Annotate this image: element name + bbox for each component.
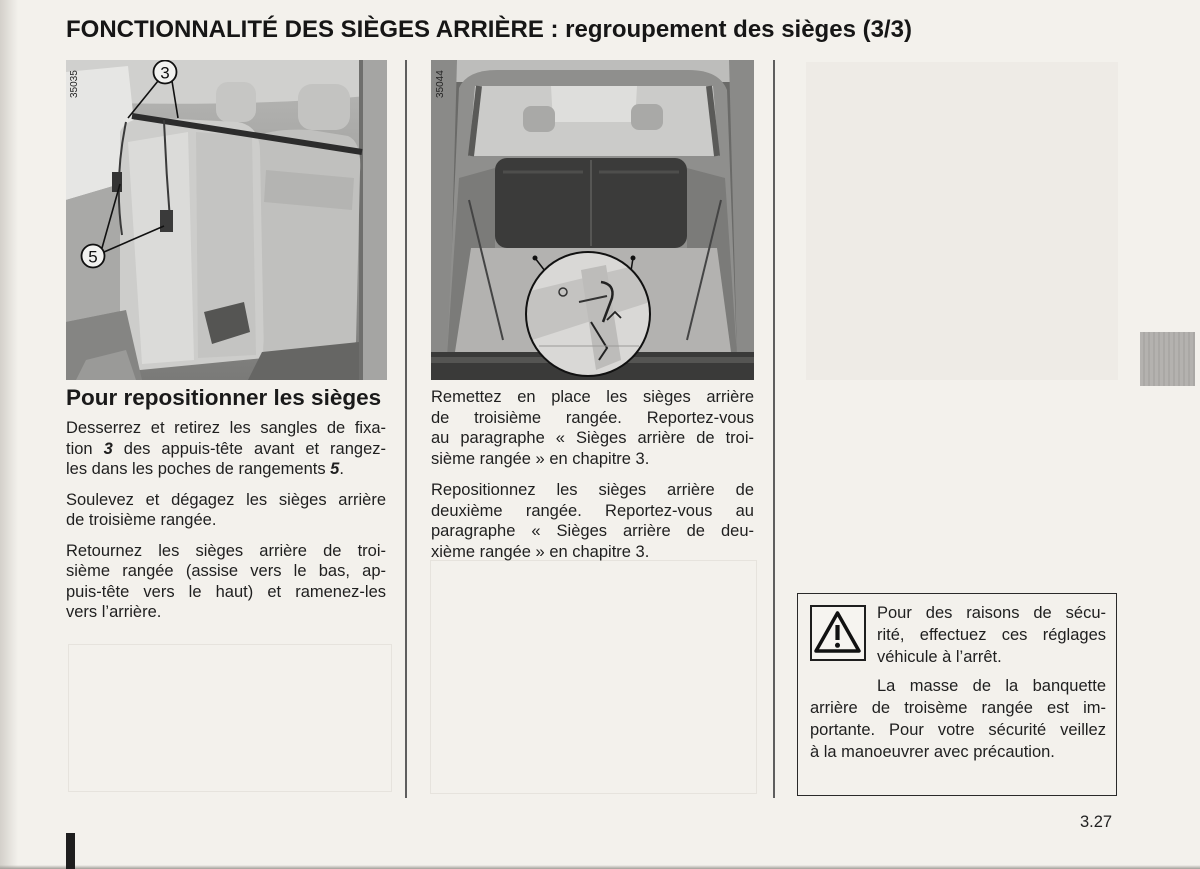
text-line: rité, effectuez ces réglages [877,626,1106,644]
paragraph [66,541,386,623]
text-run: tion [66,439,104,458]
callout-number: 5 [88,247,98,267]
headrest [523,106,555,132]
figure-reference-number: 35044 [435,70,446,98]
text-line: La masse de la banquette [877,677,1106,695]
headrest [216,82,256,122]
text-line: au paragraphe « Sièges arrière de troi- [431,429,754,447]
warning-paragraph [877,602,1106,668]
headrest [631,104,663,130]
text-line: Pour des raisons de sécu- [877,604,1106,622]
storage-pocket [160,210,173,232]
text-line: véhicule à l’arrêt. [877,648,1002,666]
left-column-text [66,418,386,633]
figure-seat-straps-photo [66,60,387,380]
paragraph [431,480,754,562]
warning-triangle-icon [812,607,863,658]
text-run: les dans les poches de rangements [66,460,331,478]
headrest [298,84,350,130]
reference-number-pockets: 5 [330,460,340,478]
text-line: à la manoeuvrer avec précaution. [810,743,1055,761]
text-line: Remettez en place les sièges arrière [431,388,754,406]
column-divider [773,60,775,798]
text-line: xième rangée » en chapitre 3. [431,542,650,561]
page-title: FONCTIONNALITÉ DES SIÈGES ARRIÈRE : regroupement des sièges (3/3) [66,16,912,43]
text-line: de troisième rangée. [66,511,217,529]
warning-paragraph [810,675,1106,763]
paragraph [66,490,386,531]
reference-number-straps: 3 [103,439,113,458]
callout-number: 3 [160,63,170,83]
text-run: des appuis-tête avant et rangez- [112,439,387,458]
text-line: arrière de troisème rangée est im- [810,699,1106,717]
detail-magnifier [526,252,650,376]
text-line: vers l’arrière. [66,603,162,621]
column-divider [405,60,407,798]
text-line [66,459,386,480]
text-line: portante. Pour votre sécurité veillez [810,721,1106,739]
figure-reference-number: 35035 [69,70,80,98]
text-run: . [339,460,344,478]
warning-triangle-icon [810,605,866,661]
text-line: Desserrez et retirez les sangles de fixa- [66,419,386,437]
bleed-through-shadow [806,62,1118,380]
figure-trunk-seats-photo [431,60,754,380]
bleed-through-shadow [430,560,757,794]
text-line: sième rangée » en chapitre 3. [431,449,650,468]
text-line: puis-tête vers le haut) et ramenez-les [66,582,386,601]
folded-seat [254,130,360,359]
text-line: Repositionnez les sièges arrière de [431,481,754,499]
text-line: paragraphe « Sièges arrière de deu- [431,522,754,540]
text-line: Soulevez et dégagez les sièges arrière [66,490,386,509]
safety-warning-box [797,593,1117,796]
storage-pocket [112,172,122,192]
paragraph [66,418,386,480]
page-corner-mark [66,833,75,869]
text-line: Retournez les sièges arrière de troi- [66,541,386,560]
section-heading: Pour repositionner les sièges [66,385,382,410]
paragraph [431,387,754,469]
page-binding-shadow [0,0,18,869]
bleed-through-shadow [68,644,392,792]
text-line [66,439,386,460]
text-line: sième rangée (assise vers le bas, ap- [66,562,386,580]
page-number: 3.27 [1080,813,1113,831]
text-line: deuxième rangée. Reportez-vous au [431,501,754,520]
chapter-tab [1140,332,1195,386]
page-bottom-edge [0,865,1200,869]
middle-column-text [431,387,754,572]
text-line: de troisième rangée. Reportez-vous [431,408,754,427]
